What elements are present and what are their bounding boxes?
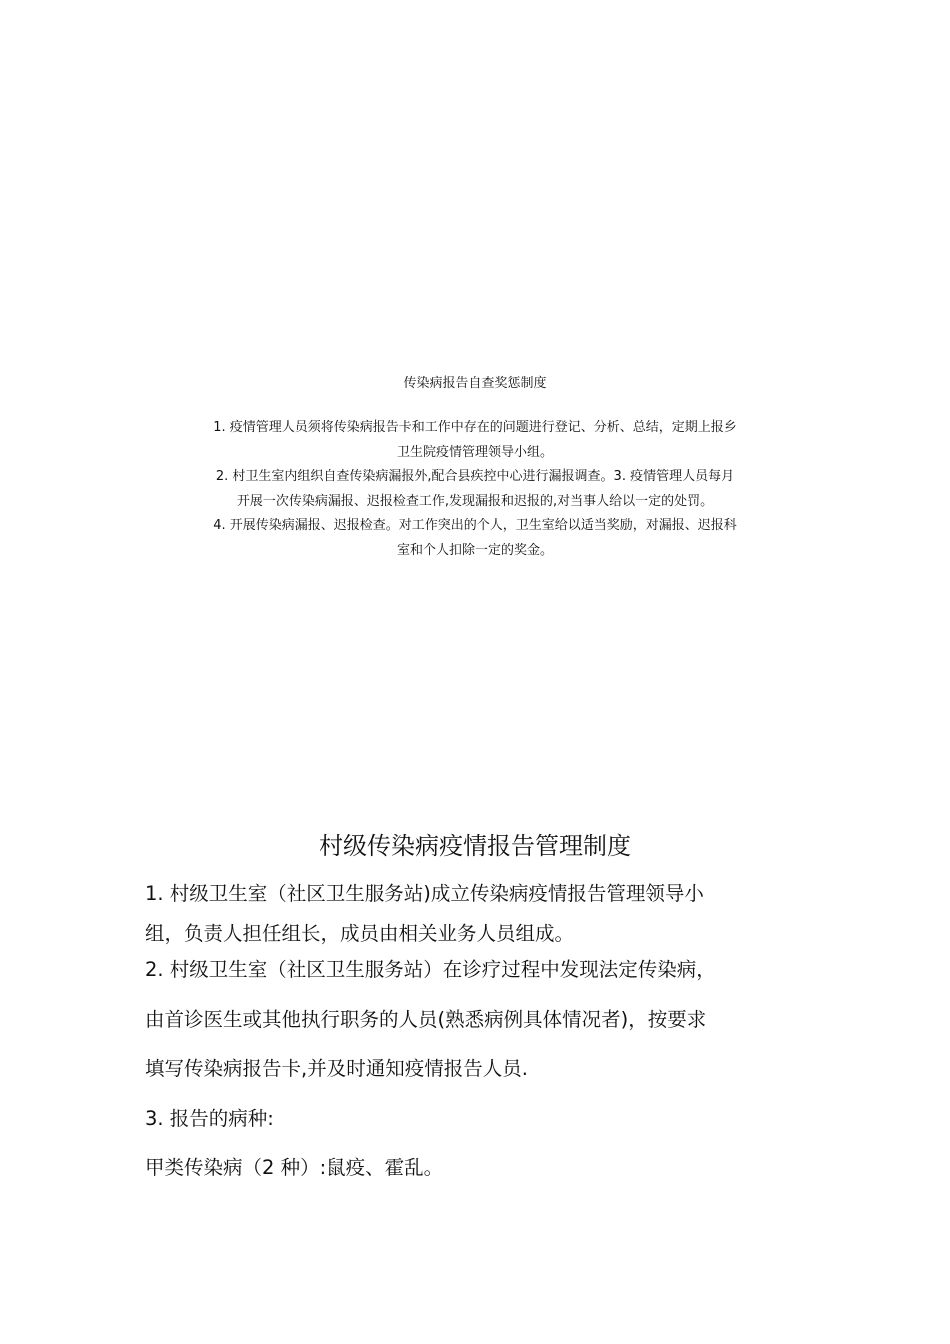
policy-line: 甲类传染病（2 种）:鼠疫、霍乱。 bbox=[145, 1156, 444, 1179]
policy-line: 卫生院疫情管理领导小组。 bbox=[396, 444, 553, 460]
policy-title: 传染病报告自查奖惩制度 bbox=[403, 376, 547, 391]
policy-title: 村级传染病疫情报告管理制度 bbox=[319, 832, 631, 860]
policy-line: 2. 村卫生室内组织自查传染病漏报外,配合县疾控中心进行漏报调查。3. 疫情管理人员每月 bbox=[215, 469, 735, 484]
policy-body bbox=[145, 416, 805, 563]
policy-line: 由首诊医生或其他执行职务的人员(熟悉病例具体情况者)，按要求 bbox=[145, 1008, 707, 1031]
policy-line: 2. 村级卫生室（社区卫生服务站）在诊疗过程中发现法定传染病， bbox=[145, 958, 716, 981]
policy-line: 3. 报告的病种: bbox=[145, 1107, 274, 1130]
policy-line: 开展一次传染病漏报、迟报检查工作,发现漏报和迟报的,对当事人给以一定的处罚。 bbox=[236, 493, 714, 509]
reward-penalty-policy bbox=[0, 374, 950, 563]
policy-line: 4. 开展传染病漏报、迟报检查。对工作突出的个人，卫生室给以适当奖励，对漏报、迟报科 bbox=[213, 518, 737, 533]
policy-line: 1. 村级卫生室（社区卫生服务站)成立传染病疫情报告管理领导小 bbox=[145, 882, 704, 905]
policy-line: 1. 疫情管理人员须将传染病报告卡和工作中存在的问题进行登记、分析、总结，定期上报乡 bbox=[213, 420, 737, 435]
report-management-policy bbox=[0, 826, 950, 1179]
policy-line: 组，负责人担任组长，成员由相关业务人员组成。 bbox=[145, 922, 575, 945]
policy-line: 室和个人扣除一定的奖金。 bbox=[396, 542, 553, 558]
policy-line: 填写传染病报告卡,并及时通知疫情报告人员. bbox=[145, 1057, 528, 1080]
